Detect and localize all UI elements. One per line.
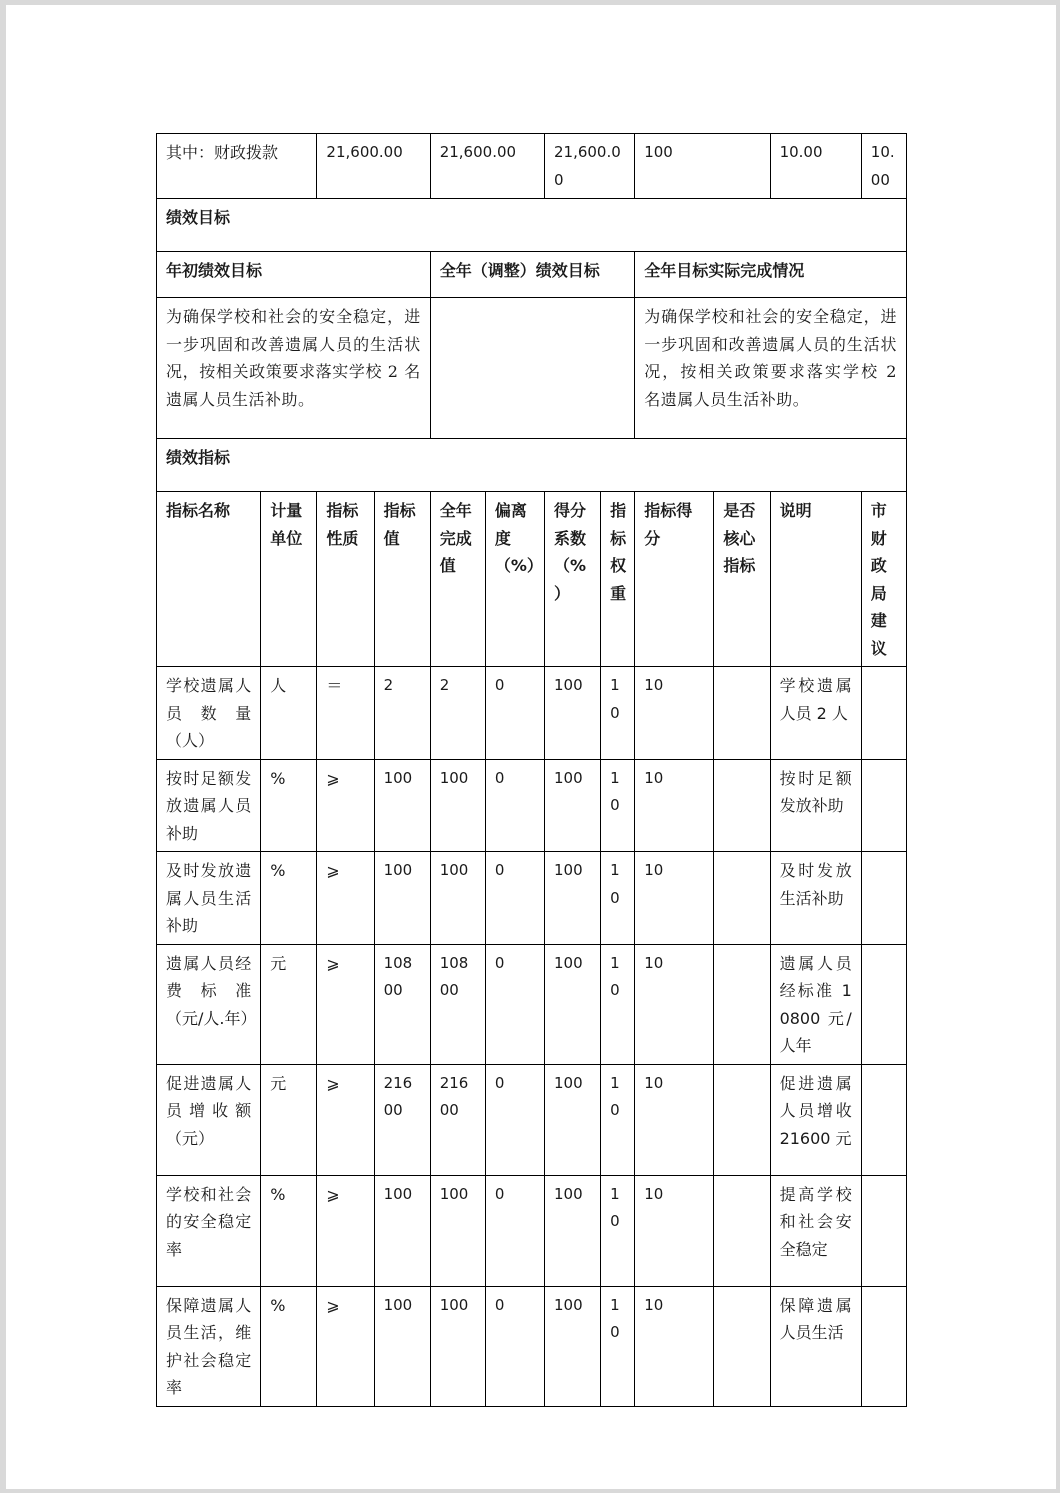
adjusted-goal-text [430, 298, 635, 439]
indicator-actual: 10800 [430, 944, 485, 1064]
indicator-coefficient: 100 [544, 759, 600, 852]
indicator-unit: 人 [261, 667, 317, 760]
funding-score: 10.00 [861, 134, 906, 199]
indicator-weight: 10 [601, 667, 635, 760]
indicator-note: 促进遗属人员增收 21600 元 [770, 1064, 861, 1175]
adjusted-goal-header: 全年（调整）绩效目标 [430, 252, 635, 298]
indicator-coefficient: 100 [544, 944, 600, 1064]
indicator-weight: 10 [601, 759, 635, 852]
indicator-deviation: 0 [485, 759, 544, 852]
goals-header-row [157, 252, 907, 298]
header-value: 指标值 [374, 492, 430, 667]
indicator-score: 10 [635, 852, 714, 945]
header-actual: 全年完成值 [430, 492, 485, 667]
header-nature: 指标性质 [317, 492, 374, 667]
indicator-note: 及时发放生活补助 [770, 852, 861, 945]
indicator-core [714, 1286, 770, 1406]
document-page [6, 5, 1056, 1489]
indicator-core [714, 1175, 770, 1286]
initial-goal-text: 为确保学校和社会的安全稳定，进一步巩固和改善遗属人员的生活状况，按相关政策要求落实学校 2 名遗属人员生活补助。 [157, 298, 431, 439]
funding-row [157, 134, 907, 199]
header-core: 是否核心指标 [714, 492, 770, 667]
indicator-actual: 100 [430, 852, 485, 945]
indicator-value: 100 [374, 759, 430, 852]
indicators-section-title: 绩效指标 [157, 439, 907, 492]
indicator-note: 学校遗属人员 2 人 [770, 667, 861, 760]
indicator-name: 促进遗属人员增收额（元） [157, 1064, 261, 1175]
execution-rate: 100 [635, 134, 770, 199]
indicator-value: 100 [374, 852, 430, 945]
indicator-actual: 100 [430, 1175, 485, 1286]
indicator-weight: 10 [601, 1175, 635, 1286]
indicator-weight: 10 [601, 1064, 635, 1175]
indicator-deviation: 0 [485, 1286, 544, 1406]
table-row [157, 852, 907, 945]
initial-goal-header: 年初绩效目标 [157, 252, 431, 298]
indicator-unit: % [261, 759, 317, 852]
indicator-coefficient: 100 [544, 1286, 600, 1406]
indicator-score: 10 [635, 759, 714, 852]
indicator-score: 10 [635, 1175, 714, 1286]
indicators-header-row [157, 492, 907, 667]
header-name: 指标名称 [157, 492, 261, 667]
indicator-note: 提高学校和社会安全稳定 [770, 1175, 861, 1286]
table-row [157, 1175, 907, 1286]
actual-goal-text: 为确保学校和社会的安全稳定，进一步巩固和改善遗属人员的生活状况，按相关政策要求落实学校 2 名遗属人员生活补助。 [635, 298, 907, 439]
indicator-deviation: 0 [485, 944, 544, 1064]
header-weight: 指标权重 [601, 492, 635, 667]
indicator-actual: 21600 [430, 1064, 485, 1175]
indicator-value: 2 [374, 667, 430, 760]
indicator-coefficient: 100 [544, 1064, 600, 1175]
goals-section-title: 绩效目标 [157, 199, 907, 252]
indicator-unit: % [261, 852, 317, 945]
indicator-advice [861, 1175, 906, 1286]
indicator-name: 学校和社会的安全稳定率 [157, 1175, 261, 1286]
table-row [157, 759, 907, 852]
indicator-name: 保障遗属人员生活，维护社会稳定率 [157, 1286, 261, 1406]
indicator-core [714, 852, 770, 945]
indicator-deviation: 0 [485, 852, 544, 945]
indicator-unit: 元 [261, 1064, 317, 1175]
indicator-nature: ⩾ [317, 1175, 374, 1286]
indicator-actual: 100 [430, 759, 485, 852]
indicator-nature: ⩾ [317, 759, 374, 852]
indicator-actual: 2 [430, 667, 485, 760]
indicator-advice [861, 944, 906, 1064]
indicator-actual: 100 [430, 1286, 485, 1406]
indicator-coefficient: 100 [544, 667, 600, 760]
indicator-name: 学校遗属人员数量（人） [157, 667, 261, 760]
indicators-section-row [157, 439, 907, 492]
indicator-value: 10800 [374, 944, 430, 1064]
goals-text-row [157, 298, 907, 439]
table-row [157, 1064, 907, 1175]
indicator-coefficient: 100 [544, 1175, 600, 1286]
indicator-value: 100 [374, 1175, 430, 1286]
indicator-coefficient: 100 [544, 852, 600, 945]
indicator-value: 100 [374, 1286, 430, 1406]
header-deviation: 偏离度（%） [485, 492, 544, 667]
indicator-score: 10 [635, 1064, 714, 1175]
indicator-nature: ⩾ [317, 944, 374, 1064]
indicator-deviation: 0 [485, 1064, 544, 1175]
indicator-score: 10 [635, 1286, 714, 1406]
indicator-deviation: 0 [485, 1175, 544, 1286]
table-row [157, 1286, 907, 1406]
indicator-weight: 10 [601, 1286, 635, 1406]
header-unit: 计量单位 [261, 492, 317, 667]
indicator-deviation: 0 [485, 667, 544, 760]
indicator-name: 及时发放遗属人员生活补助 [157, 852, 261, 945]
indicator-note: 按时足额发放补助 [770, 759, 861, 852]
budget-adjusted: 21,600.00 [430, 134, 544, 199]
indicator-core [714, 944, 770, 1064]
header-advice: 市财政局建议 [861, 492, 906, 667]
indicator-unit: % [261, 1286, 317, 1406]
header-note: 说明 [770, 492, 861, 667]
indicator-note: 遗属人员经标准 10800 元/人年 [770, 944, 861, 1064]
indicator-name: 按时足额发放遗属人员补助 [157, 759, 261, 852]
indicator-advice [861, 1064, 906, 1175]
indicator-weight: 10 [601, 944, 635, 1064]
indicator-core [714, 759, 770, 852]
indicator-name: 遗属人员经费标准（元/人.年） [157, 944, 261, 1064]
indicator-core [714, 1064, 770, 1175]
indicator-nature: ＝ [317, 667, 374, 760]
indicator-nature: ⩾ [317, 852, 374, 945]
indicator-note: 保障遗属人员生活 [770, 1286, 861, 1406]
actual-goal-header: 全年目标实际完成情况 [635, 252, 907, 298]
indicator-score: 10 [635, 944, 714, 1064]
funding-weight: 10.00 [770, 134, 861, 199]
indicator-nature: ⩾ [317, 1064, 374, 1175]
indicator-core [714, 667, 770, 760]
indicator-weight: 10 [601, 852, 635, 945]
indicator-advice [861, 852, 906, 945]
table-row [157, 667, 907, 760]
funding-label: 其中：财政拨款 [157, 134, 317, 199]
indicator-advice [861, 759, 906, 852]
indicator-unit: 元 [261, 944, 317, 1064]
indicator-unit: % [261, 1175, 317, 1286]
indicator-advice [861, 667, 906, 760]
goals-section-row [157, 199, 907, 252]
header-score: 指标得分 [635, 492, 714, 667]
indicator-score: 10 [635, 667, 714, 760]
budget-actual: 21,600.00 [544, 134, 634, 199]
table-row [157, 944, 907, 1064]
indicator-advice [861, 1286, 906, 1406]
header-coefficient: 得分系数（%） [544, 492, 600, 667]
indicator-nature: ⩾ [317, 1286, 374, 1406]
budget-initial: 21,600.00 [317, 134, 430, 199]
indicator-value: 21600 [374, 1064, 430, 1175]
performance-table [156, 133, 907, 1407]
